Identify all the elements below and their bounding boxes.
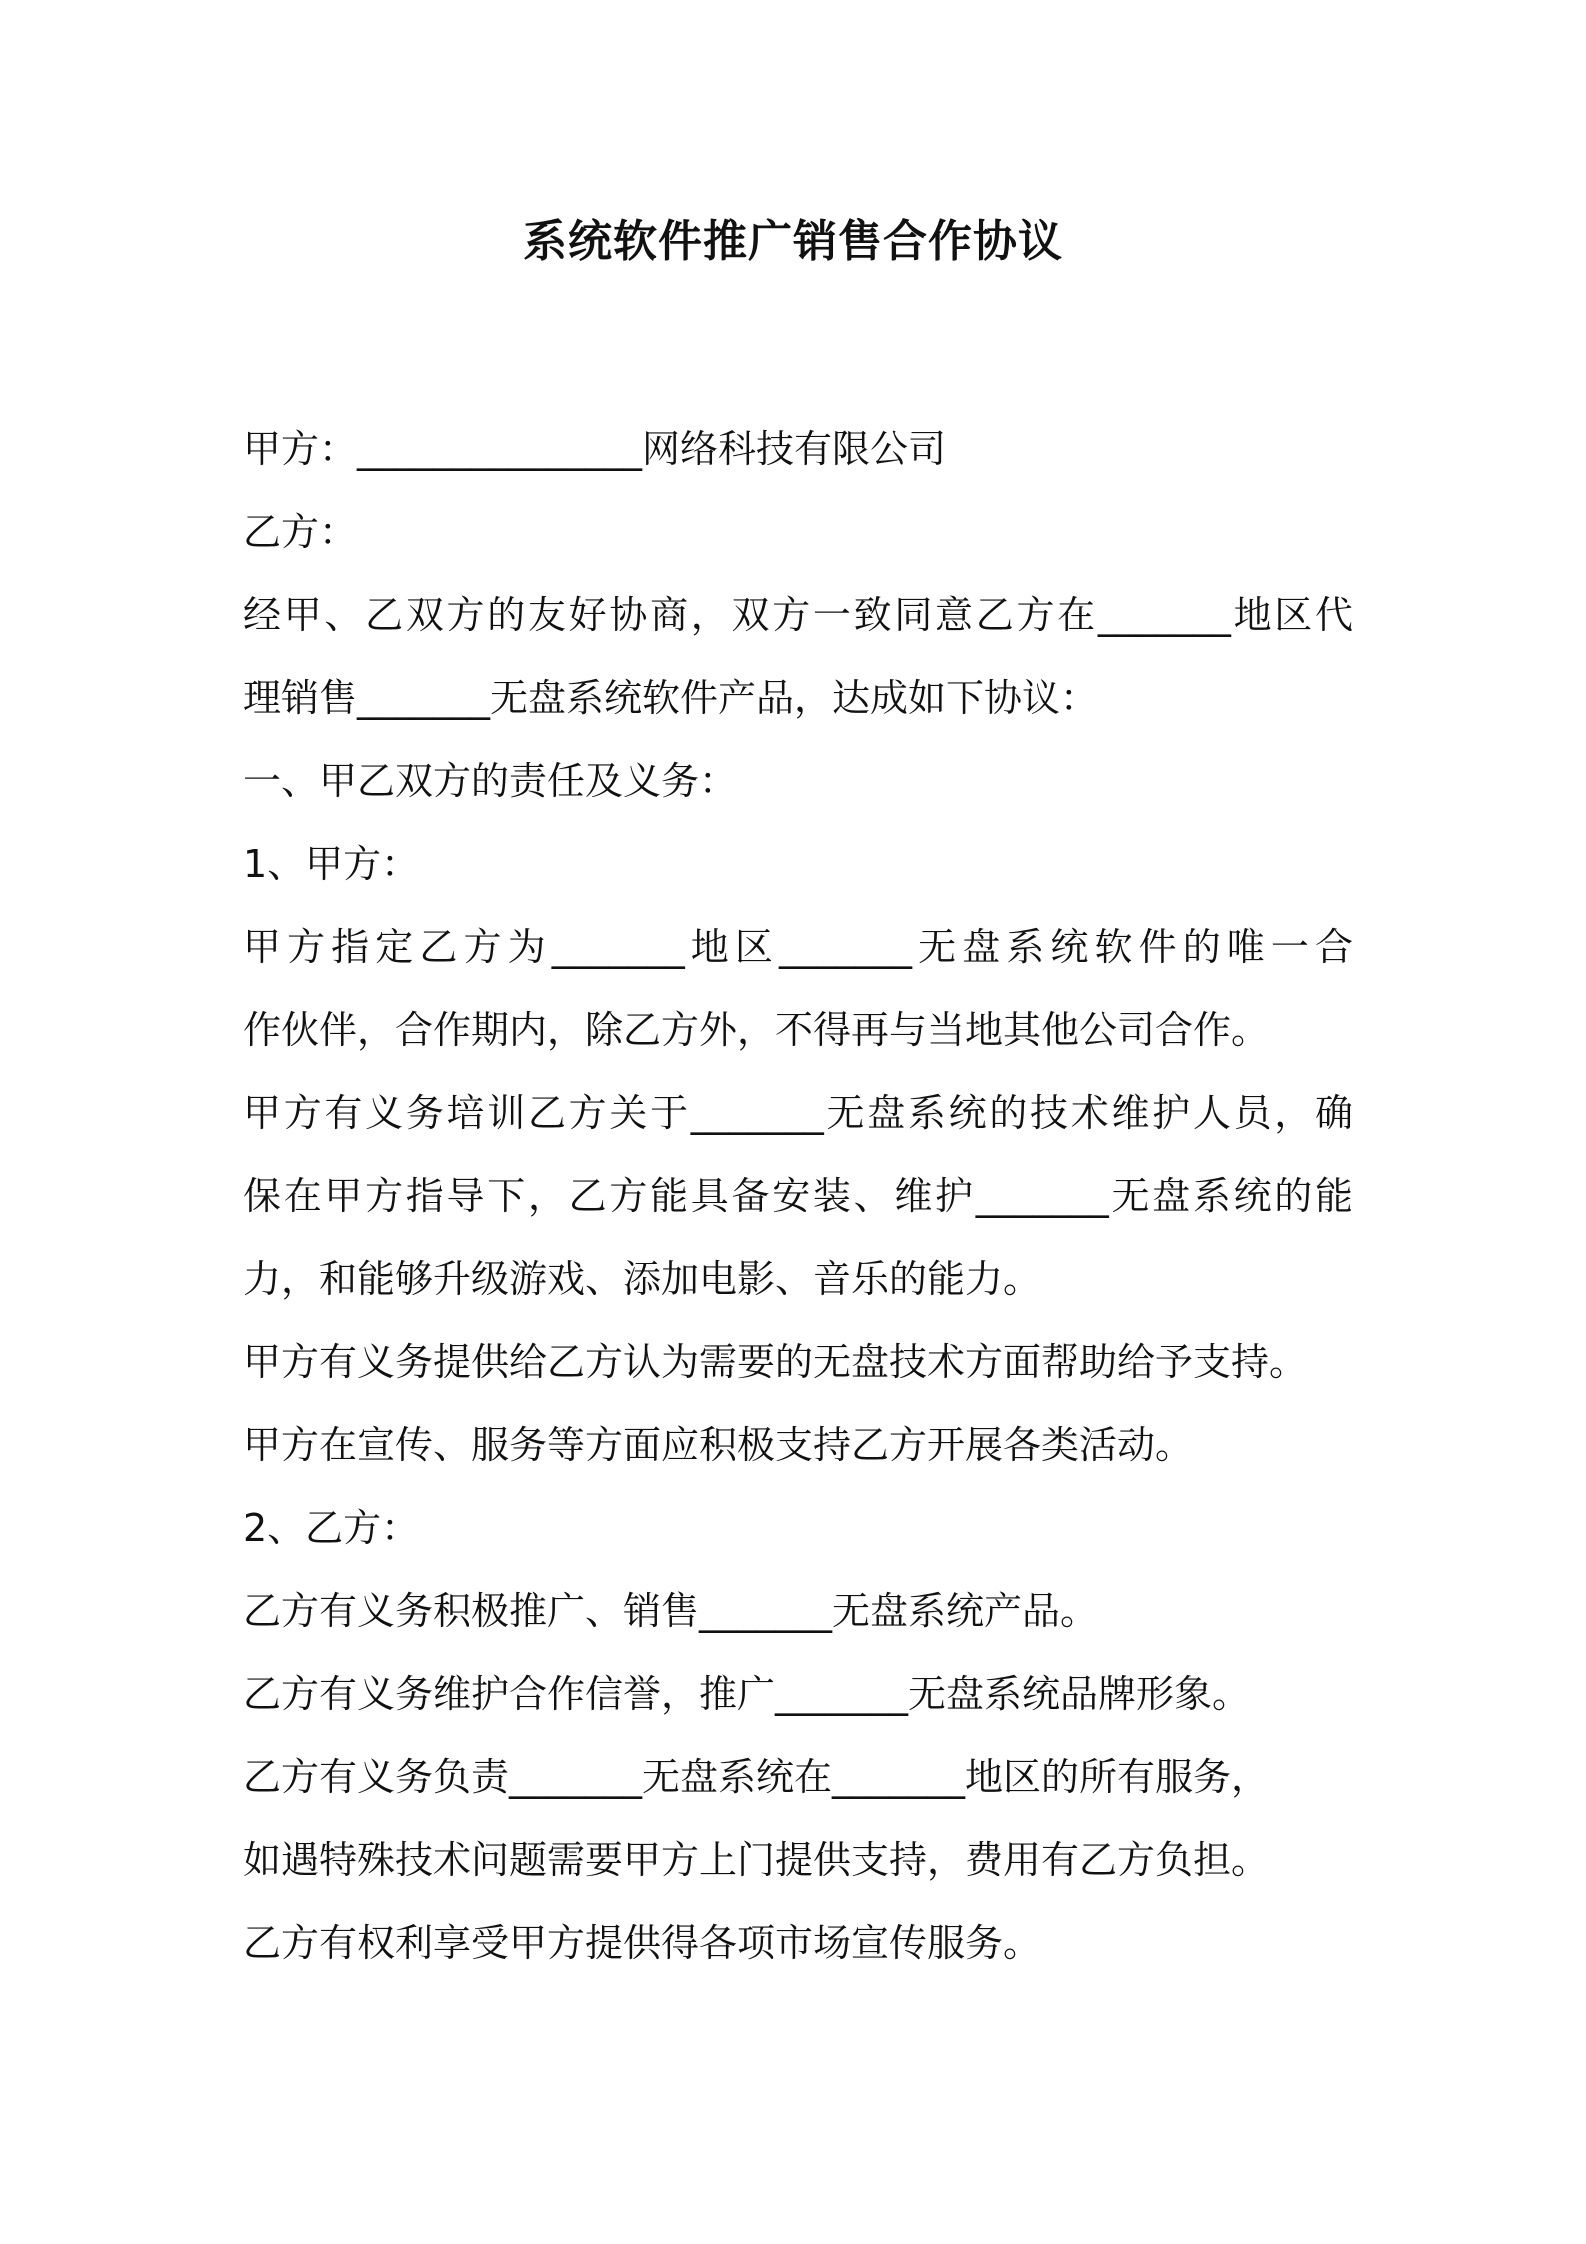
- party-a-clause-2-line-2: 保在甲方指导下，乙方能具备安装、维护_______无盘系统的能: [243, 1174, 1353, 1218]
- party-b-clause-4: 乙方有权利享受甲方提供得各项市场宣传服务。: [243, 1921, 1042, 1965]
- document-body: [243, 408, 1353, 1985]
- party-a-clause-2-line-3: 力，和能够升级游戏、添加电影、音乐的能力。: [243, 1257, 1042, 1301]
- subsection-party-a: 1、甲方：: [243, 842, 420, 886]
- party-a-clause-2-line-1: 甲方有义务培训乙方关于_______无盘系统的技术维护人员，确: [243, 1091, 1353, 1135]
- document-title: 系统软件推广销售合作协议: [523, 216, 1063, 267]
- party-a-clause-1-line-2: 作伙伴，合作期内，除乙方外，不得再与当地其他公司合作。: [243, 1008, 1270, 1052]
- party-b-clause-1: 乙方有义务积极推广、销售_______无盘系统产品。: [243, 1589, 1099, 1633]
- party-a-clause-3: 甲方有义务提供给乙方认为需要的无盘技术方面帮助给予支持。: [243, 1340, 1308, 1384]
- party-b-clause-3-line-1: 乙方有义务负责_______无盘系统在_______地区的所有服务，: [243, 1755, 1270, 1799]
- party-b-clause-3-line-2: 如遇特殊技术问题需要甲方上门提供支持，费用有乙方负担。: [243, 1838, 1270, 1882]
- subsection-party-b: 2、乙方：: [243, 1506, 420, 1550]
- party-a-clause-4: 甲方在宣传、服务等方面应积极支持乙方开展各类活动。: [243, 1423, 1194, 1467]
- party-a-line: 甲方：_______________网络科技有限公司: [243, 427, 947, 471]
- section-heading-1: 一、甲乙双方的责任及义务：: [243, 759, 738, 803]
- intro-line-1: 经甲、乙双方的友好协商，双方一致同意乙方在_______地区代: [243, 593, 1353, 637]
- party-a-clause-1-line-1: 甲方指定乙方为_______地区_______无盘系统软件的唯一合: [243, 925, 1353, 969]
- party-b-clause-2: 乙方有义务维护合作信誉，推广_______无盘系统品牌形象。: [243, 1672, 1251, 1716]
- intro-line-2: 理销售_______无盘系统软件产品，达成如下协议：: [243, 676, 1099, 720]
- party-b-line: 乙方：: [243, 510, 358, 554]
